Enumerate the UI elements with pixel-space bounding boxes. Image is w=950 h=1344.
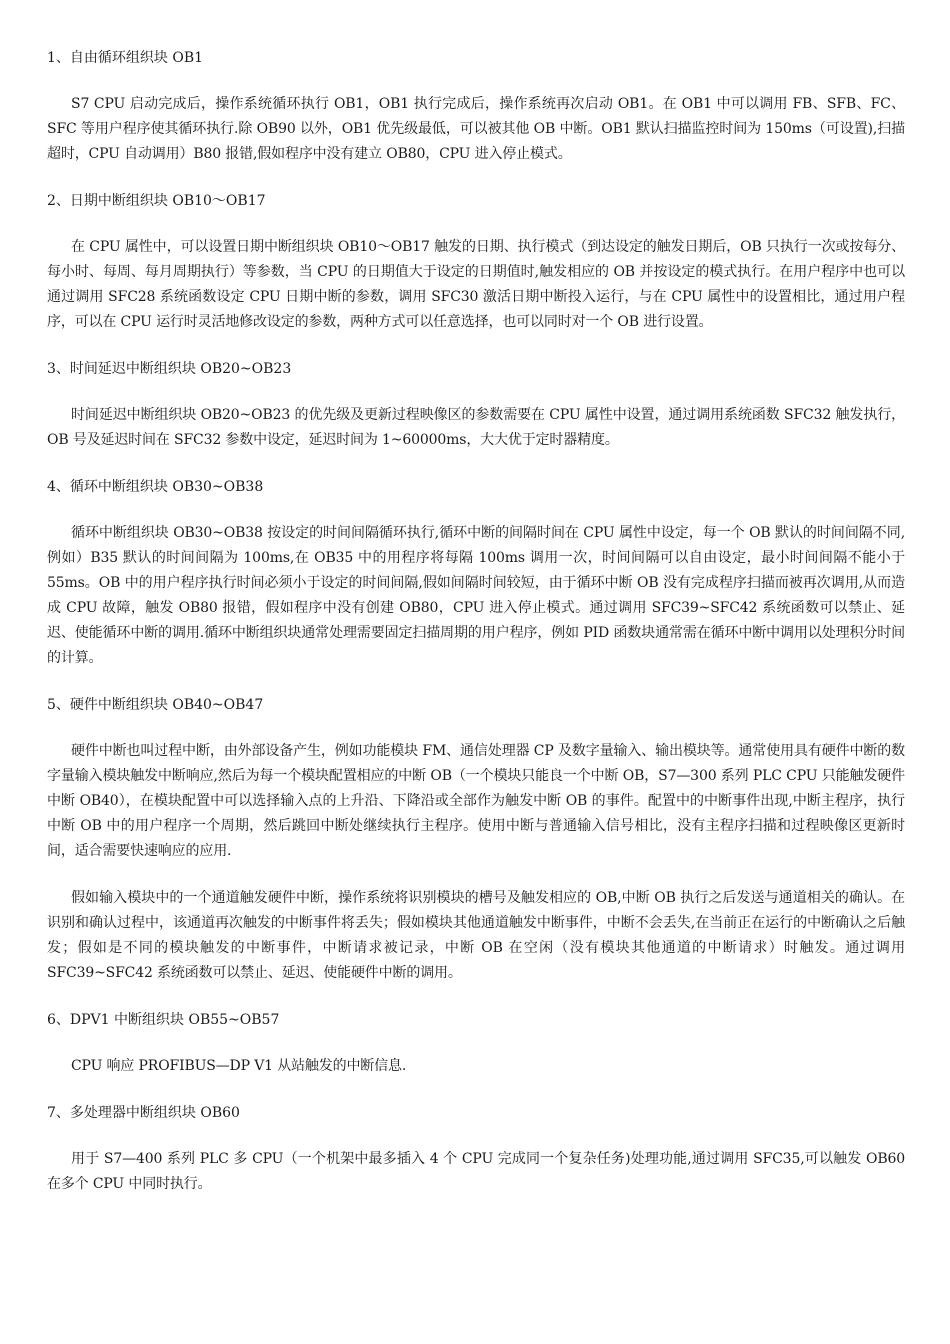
section-heading-ob40-ob47: 5、硬件中断组织块 OB40~OB47 [47, 697, 264, 713]
section-heading-ob60: 7、多处理器中断组织块 OB60 [47, 1105, 240, 1121]
section-paragraph-ob40-ob47-1: 硬件中断也叫过程中断，由外部设备产生，例如功能模块 FM、通信处理器 CP 及数字量输入、输出模块等。通常使用具有硬件中断的数字量输入模块触发中断响应,然后为每一个模块配置相应的中断 OB（一个模块只能良一个中断 OB，S7—300 系列 PLC CPU 只能触发硬件中断 OB40），在模块配置中可以选择输入点的上升沿、下降沿或全部作为触发中断 OB 的事件。配置中的中断事件出现,中断主程序，执行中断 OB 中的用户程序一个周期，然后跳回中断处继续执行主程序。使用中断与普通输入信号相比，没有主程序扫描和过程映像区更新时间，适合需要快速响应的应用. [47, 743, 905, 859]
section-heading-ob55-ob57: 6、DPV1 中断组织块 OB55~OB57 [47, 1012, 280, 1028]
section-paragraph-ob55-ob57: CPU 响应 PROFIBUS—DP V1 从站触发的中断信息. [71, 1058, 407, 1074]
section-paragraph-ob1: S7 CPU 启动完成后，操作系统循环执行 OB1，OB1 执行完成后，操作系统再次启动 OB1。在 OB1 中可以调用 FB、SFB、FC、SFC 等用户程序使其循环执行.除 OB90 以外，OB1 优先级最低，可以被其他 OB 中断。OB1 默认扫描监控时间为 150ms（可设置),扫描超时，CPU 自动调用）B80 报错,假如程序中没有建立 OB80，CPU 进入停止模式。 [47, 96, 905, 162]
section-heading-ob1: 1、自由循环组织块 OB1 [47, 50, 204, 66]
section-paragraph-ob10-ob17: 在 CPU 属性中，可以设置日期中断组织块 OB10～OB17 触发的日期、执行模式（到达设定的触发日期后，OB 只执行一次或按每分、每小时、每周、每月周期执行）等参数，当 CPU 的日期值大于设定的日期值时,触发相应的 OB 并按设定的模式执行。在用户程序中也可以通过调用 SFC28 系统函数设定 CPU 日期中断的参数，调用 SFC30 激活日期中断投入运行，与在 CPU 属性中的设置相比，通过用户程序，可以在 CPU 运行时灵活地修改设定的参数，两种方式可以任意选择，也可以同时对一个 OB 进行设置。 [47, 239, 905, 330]
section-paragraph-ob30-ob38: 循环中断组织块 OB30~OB38 按设定的时间间隔循环执行,循环中断的间隔时间在 CPU 属性中设定，每一个 OB 默认的时间间隔不同,例如）B35 默认的时间间隔为 100ms,在 OB35 中的用程序将每隔 100ms 调用一次，时间间隔可以自由设定，最小时间间隔不能小于 55ms。OB 中的用户程序执行时间必须小于设定的时间间隔,假如间隔时间较短，由于循环中断 OB 没有完成程序扫描而被再次调用,从而造成 CPU 故障，触发 OB80 报错，假如程序中没有创建 OB80，CPU 进入停止模式。通过调用 SFC39~SFC42 系统函数可以禁止、延迟、使能循环中断的调用.循环中断组织块通常处理需要固定扫描周期的用户程序，例如 PID 函数块通常需在循环中断中调用以处理积分时间的计算。 [47, 525, 905, 666]
section-heading-ob20-ob23: 3、时间延迟中断组织块 OB20~OB23 [47, 361, 292, 377]
section-heading-ob10-ob17: 2、日期中断组织块 OB10～OB17 [47, 193, 266, 209]
section-paragraph-ob20-ob23: 时间延迟中断组织块 OB20~OB23 的优先级及更新过程映像区的参数需要在 CPU 属性中设置，通过调用系统函数 SFC32 触发执行，OB 号及延迟时间在 SFC32 参数中设定，延迟时间为 1~60000ms，大大优于定时器精度。 [47, 407, 905, 448]
section-paragraph-ob60: 用于 S7—400 系列 PLC 多 CPU（一个机架中最多插入 4 个 CPU 完成同一个复杂任务)处理功能,通过调用 SFC35,可以触发 OB60 在多个 CPU 中同时执行。 [47, 1151, 905, 1192]
section-heading-ob30-ob38: 4、循环中断组织块 OB30~OB38 [47, 479, 264, 495]
document-page [47, 46, 905, 1219]
section-paragraph-ob40-ob47-2: 假如输入模块中的一个通道触发硬件中断，操作系统将识别模块的槽号及触发相应的 OB,中断 OB 执行之后发送与通道相关的确认。在识别和确认过程中，该通道再次触发的中断事件将丢失；假如模块其他通道触发中断事件，中断不会丢失,在当前正在运行的中断确认之后触发；假如是不同的模块触发的中断事件，中断请求被记录，中断 OB 在空闲（没有模块其他通道的中断请求）时触发。通过调用 SFC39~SFC42 系统函数可以禁止、延迟、使能硬件中断的调用。 [47, 890, 905, 981]
